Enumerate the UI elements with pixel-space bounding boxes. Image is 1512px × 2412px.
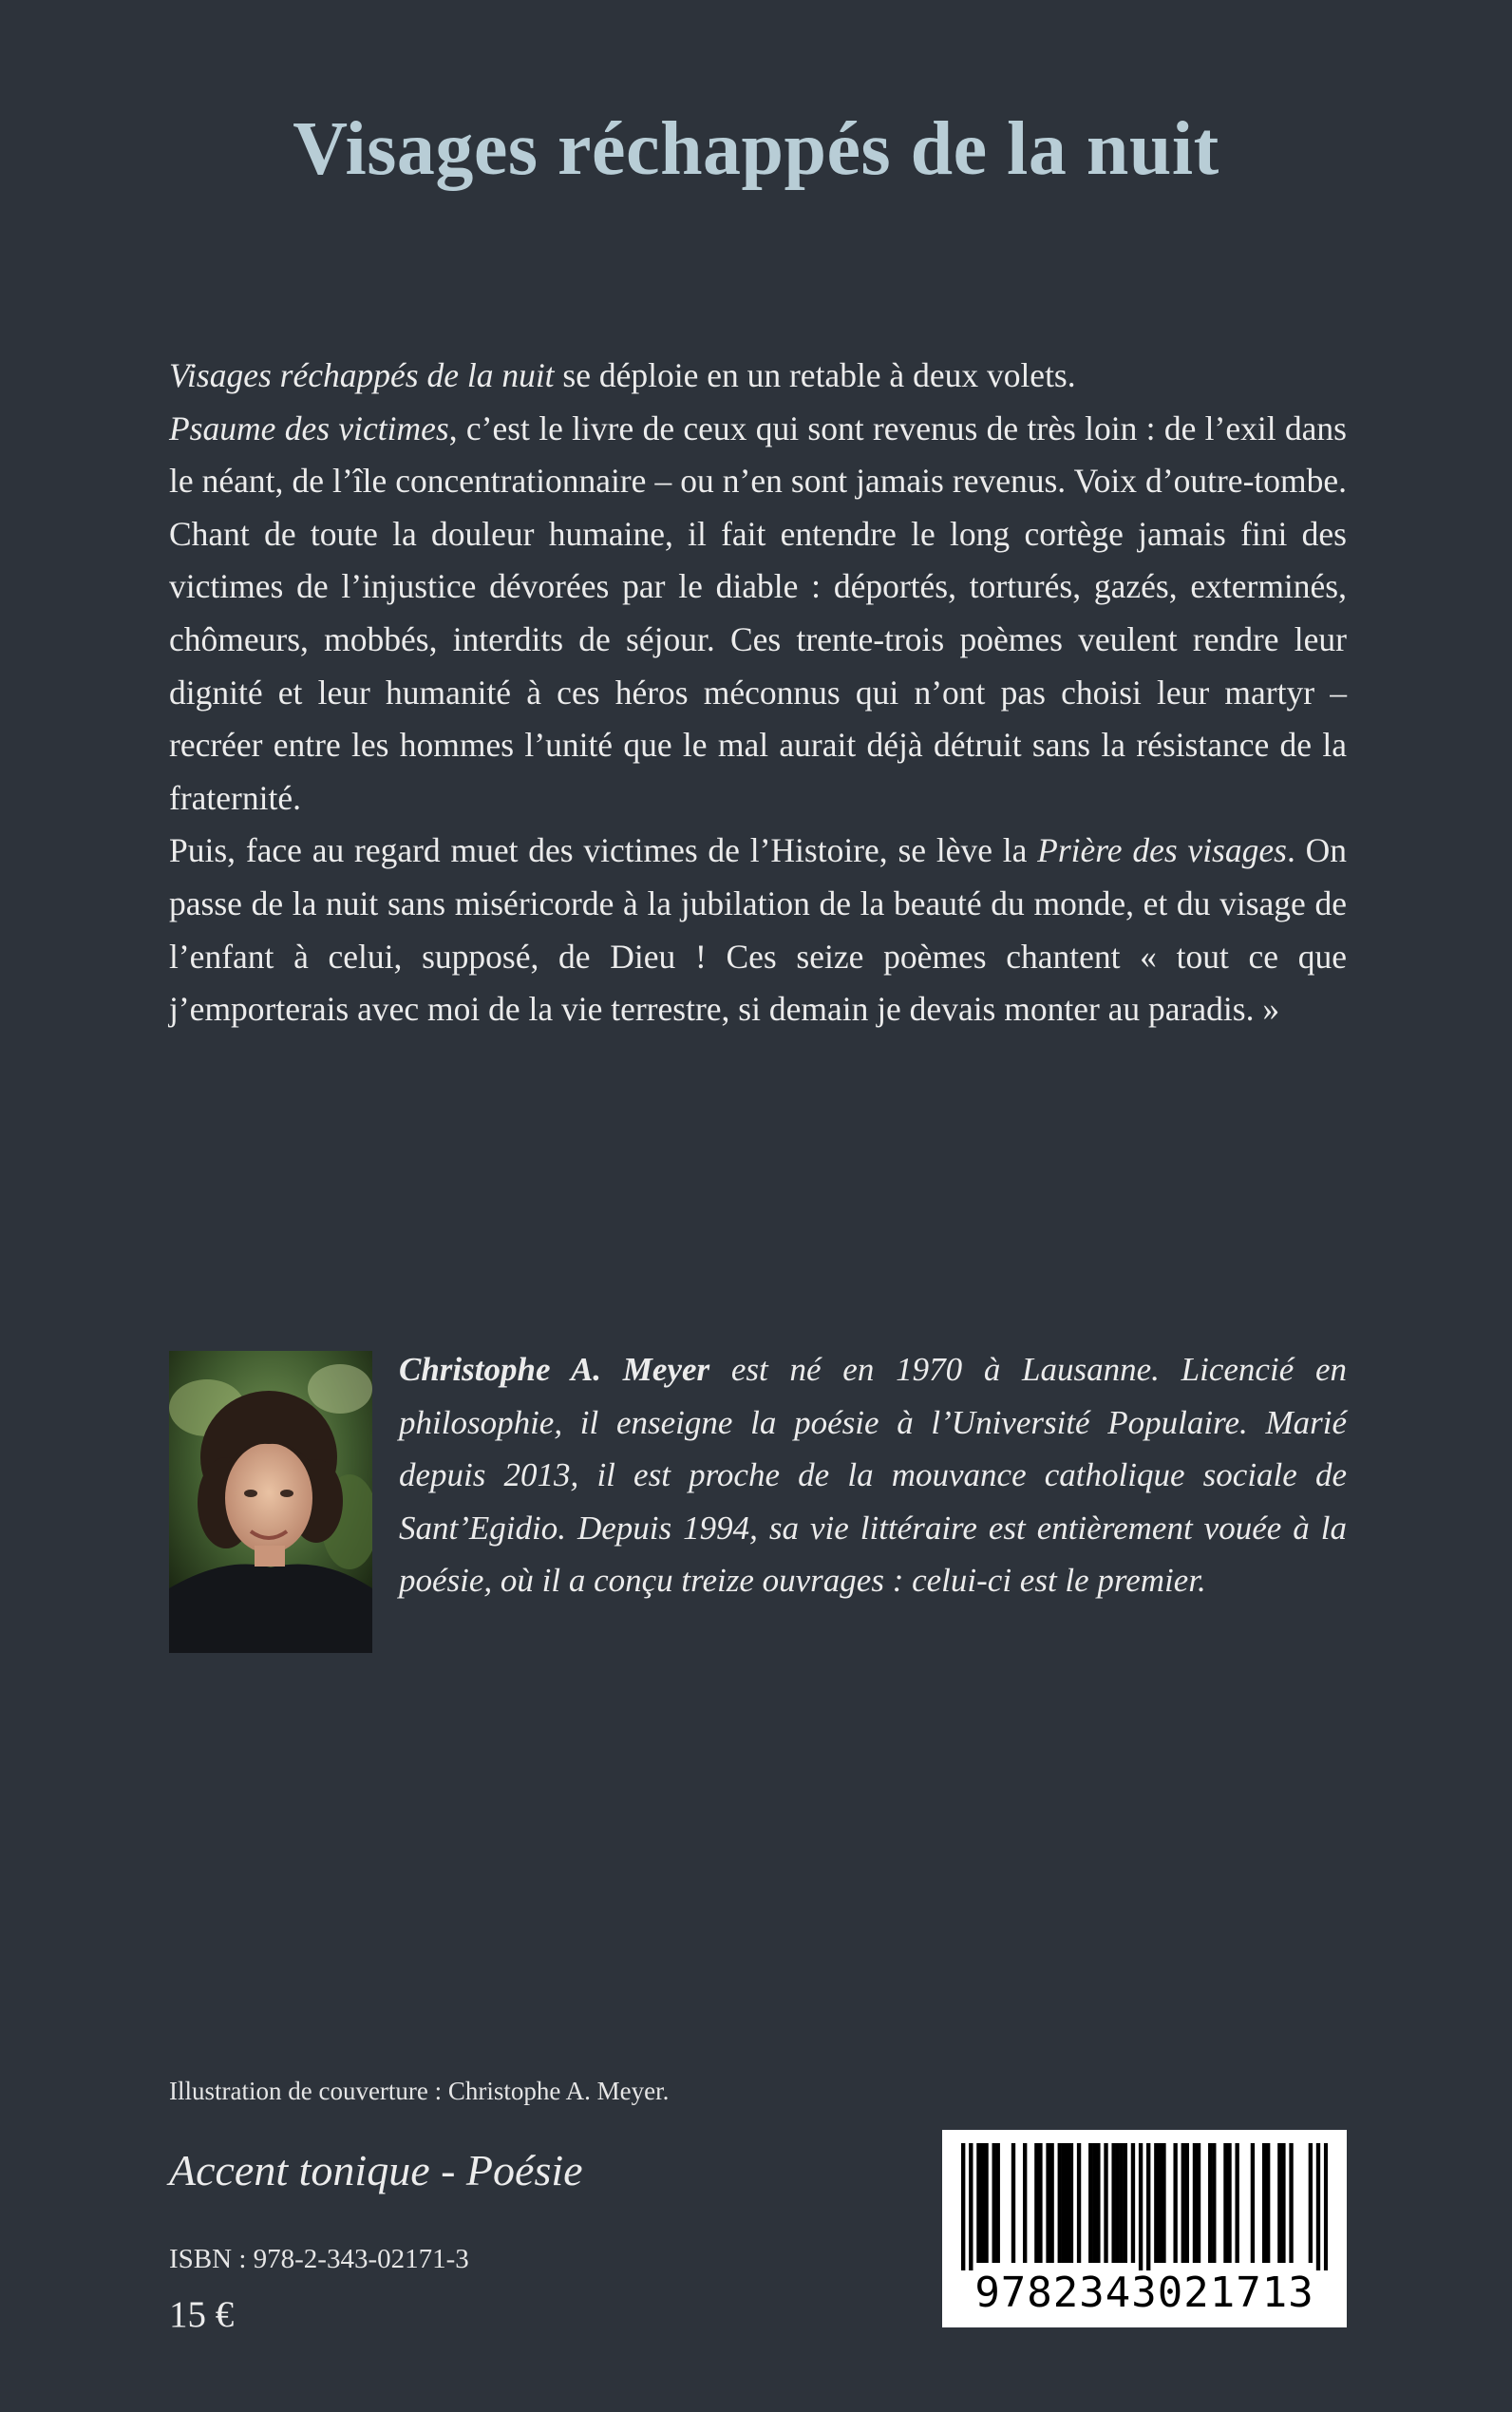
barcode-bar bbox=[1324, 2143, 1328, 2270]
author-bio-text bbox=[399, 1343, 1347, 1607]
author-portrait-image bbox=[169, 1351, 372, 1653]
barcode-bar bbox=[1096, 2143, 1100, 2263]
barcode-bar bbox=[1111, 2143, 1115, 2263]
author-photo bbox=[169, 1351, 372, 1653]
barcode-bar bbox=[1120, 2143, 1124, 2263]
barcode-bar bbox=[992, 2143, 996, 2263]
barcode-bar bbox=[1208, 2143, 1212, 2263]
isbn: ISBN : 978-2-343-02171-3 bbox=[169, 2244, 469, 2274]
barcode-bar bbox=[1181, 2143, 1185, 2263]
barcode-digits: 9782343021713 bbox=[974, 2269, 1314, 2317]
barcode-bar bbox=[969, 2143, 973, 2270]
blurb-paragraph-3 bbox=[169, 825, 1347, 1035]
blurb-priere-italic: Prière des visages bbox=[1037, 831, 1287, 870]
barcode-bar bbox=[1309, 2143, 1313, 2263]
barcode-bar bbox=[1173, 2143, 1177, 2263]
barcode-bar bbox=[1289, 2143, 1293, 2263]
barcode-bar bbox=[1038, 2143, 1042, 2263]
author-name: Christophe A. Meyer bbox=[399, 1351, 710, 1388]
barcode-bar bbox=[1058, 2143, 1062, 2263]
barcode-bar bbox=[1316, 2143, 1320, 2270]
barcode-bar bbox=[976, 2143, 980, 2263]
barcode-bar bbox=[1104, 2143, 1107, 2263]
barcode-bar bbox=[1158, 2143, 1162, 2263]
barcode-bar bbox=[1227, 2143, 1231, 2263]
price: 15 € bbox=[169, 2294, 235, 2335]
barcode-bar bbox=[1131, 2143, 1135, 2263]
barcode-bar bbox=[984, 2143, 988, 2263]
barcode-bar bbox=[1049, 2143, 1053, 2263]
barcode-bar bbox=[1116, 2143, 1120, 2263]
barcode-bar bbox=[1262, 2143, 1266, 2263]
barcode-bar bbox=[1197, 2143, 1200, 2263]
blurb-p3-text: . On passe de la nuit sans miséricorde à la jubilation de la beauté du monde, et du visage de l’enfant à celui, supposé, de Dieu ! Ces seize poèmes chantent « tout ce que j’emporterais avec moi de la vie terrestre, si demain je devais monter au paradis. » bbox=[169, 831, 1348, 1029]
barcode-bar bbox=[1185, 2143, 1189, 2263]
barcode-bar bbox=[1046, 2143, 1049, 2263]
barcode-bar bbox=[1066, 2143, 1069, 2263]
blurb-psaume-italic: Psaume des victimes bbox=[169, 408, 449, 447]
barcode-bar bbox=[1077, 2143, 1081, 2263]
barcode-bar bbox=[1281, 2143, 1285, 2263]
barcode-bar bbox=[1154, 2143, 1158, 2263]
blurb-p1-text: se déploie en un retable à deux volets. bbox=[554, 356, 1076, 394]
blurb-paragraph-2 bbox=[169, 403, 1347, 826]
author-bio bbox=[399, 1343, 1347, 1607]
barcode-bar bbox=[1193, 2143, 1197, 2263]
barcode-bar bbox=[996, 2143, 1000, 2263]
blurb-paragraph-1 bbox=[169, 350, 1347, 403]
barcode-bar bbox=[1124, 2143, 1127, 2263]
barcode bbox=[942, 2130, 1347, 2327]
back-cover-blurb bbox=[169, 350, 1347, 1036]
book-title: Visages réchappés de la nuit bbox=[293, 107, 1219, 191]
barcode-bar bbox=[1162, 2143, 1165, 2263]
barcode-bar bbox=[1223, 2143, 1227, 2263]
illustration-credit: Illustration de couverture : Christophe A. Meyer. bbox=[169, 2077, 670, 2105]
barcode-bar bbox=[1146, 2143, 1150, 2270]
barcode-bar bbox=[980, 2143, 984, 2263]
barcode-bar bbox=[1011, 2143, 1015, 2263]
author-bio-rest: est né en 1970 à Lausanne. Licencié en philosophie, il enseigne la poésie à l’Université Populaire. Marié depuis 2013, il est proche de la mouvance catholique sociale de Sant’Egidio. Depuis 1994, sa vie littéraire est entièrement vouée à la poésie, où il a conçu treize ouvrages : celui-ci est le premier. bbox=[399, 1351, 1348, 1600]
barcode-bar bbox=[1251, 2143, 1255, 2263]
barcode-bar bbox=[1139, 2143, 1143, 2270]
blurb-title-italic: Visages réchappés de la nuit bbox=[169, 356, 555, 394]
barcode-bar bbox=[1034, 2143, 1038, 2263]
barcode-bar bbox=[1235, 2143, 1238, 2263]
barcode-bar bbox=[1023, 2143, 1027, 2263]
barcode-bar bbox=[961, 2143, 965, 2270]
blurb-p3-start: Puis, face au regard muet des victimes de l’Histoire, se lève la bbox=[169, 831, 1038, 870]
blurb-p2-text: , c’est le livre de ceux qui sont revenus de très loin : de l’exil dans le néant, de l’île concentrationnaire – ou n’en sont jamais revenus. Voix d’outre-tombe. Chant de toute la douleur humaine, il fait entendre le long cortège jamais fini des victimes de l’injustice dévorées par le diable : déportés, torturés, gazés, exterminés, chômeurs, mobbés, interdits de séjour. Ces trente-trois poèmes veulent rendre leur dignité et leur humanité à ces héros méconnus qui n’ont pas choisi leur martyr – recréer entre les hommes l’unité que le mal aurait déjà détruit sans la résistance de la fraternité. bbox=[169, 408, 1347, 817]
barcode-bar bbox=[1212, 2143, 1216, 2263]
barcode-bar bbox=[1088, 2143, 1092, 2263]
barcode-bar bbox=[1062, 2143, 1066, 2263]
barcode-bars bbox=[961, 2143, 1328, 2270]
barcode-bar bbox=[1069, 2143, 1073, 2263]
barcode-bar bbox=[1277, 2143, 1281, 2263]
collection-name: Accent tonique - Poésie bbox=[169, 2146, 583, 2194]
barcode-bar bbox=[1092, 2143, 1096, 2263]
barcode-bar bbox=[1266, 2143, 1270, 2263]
